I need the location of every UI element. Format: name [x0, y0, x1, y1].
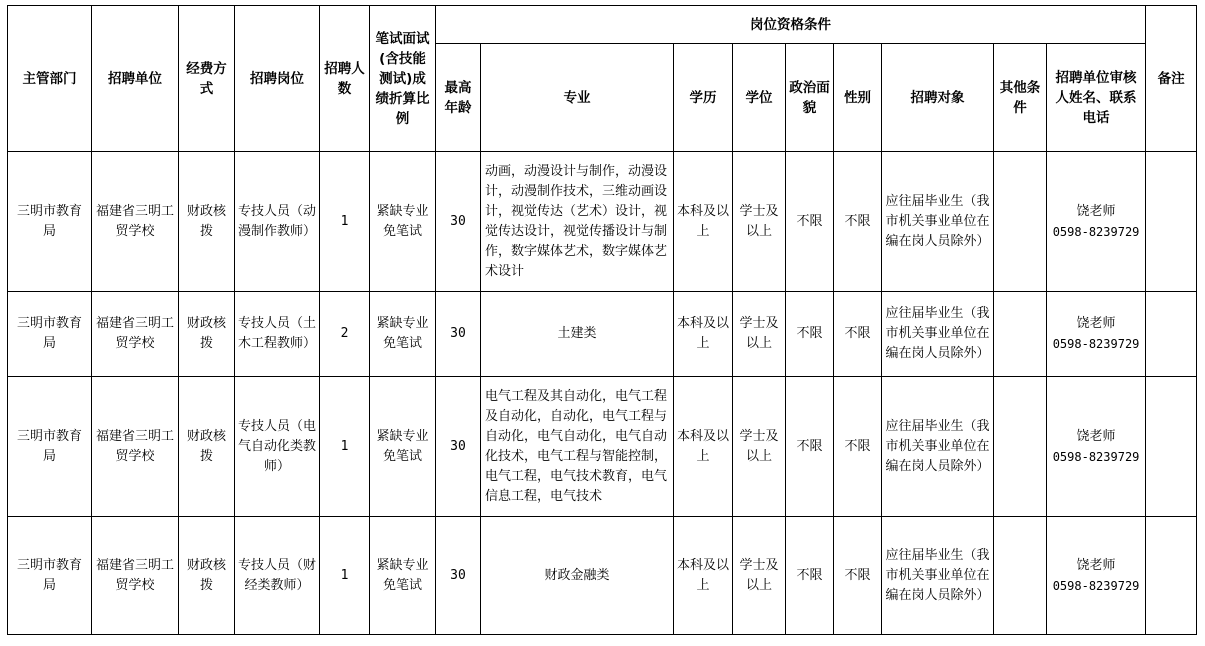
cell-max-age: 30	[436, 152, 481, 292]
header-target: 招聘对象	[882, 44, 994, 152]
cell-funding: 财政核拨	[179, 292, 235, 377]
cell-exam-ratio: 紧缺专业免笔试	[370, 377, 436, 517]
cell-education: 本科及以上	[674, 517, 733, 635]
cell-remark	[1146, 152, 1197, 292]
header-degree: 学位	[733, 44, 786, 152]
header-reviewer: 招聘单位审核人姓名、联系电话	[1047, 44, 1146, 152]
reviewer-name: 饶老师	[1076, 428, 1116, 444]
cell-political: 不限	[786, 292, 834, 377]
cell-post: 专技人员（土木工程教师）	[235, 292, 320, 377]
cell-target: 应往届毕业生（我市机关事业单位在编在岗人员除外）	[882, 292, 994, 377]
header-funding: 经费方式	[179, 6, 235, 152]
cell-dept: 三明市教育局	[8, 152, 92, 292]
cell-target: 应往届毕业生（我市机关事业单位在编在岗人员除外）	[882, 517, 994, 635]
cell-other	[994, 377, 1047, 517]
table-row	[8, 377, 1197, 517]
cell-max-age: 30	[436, 292, 481, 377]
header-dept: 主管部门	[8, 6, 92, 152]
cell-major: 电气工程及其自动化，电气工程及自动化，自动化，电气工程与自动化，电气自动化，电气自动化技术，电气工程与智能控制，电气工程，电气技术教育，电气信息工程，电气技术	[481, 377, 674, 517]
cell-education: 本科及以上	[674, 292, 733, 377]
cell-max-age: 30	[436, 517, 481, 635]
cell-gender: 不限	[834, 152, 882, 292]
cell-major: 土建类	[481, 292, 674, 377]
cell-degree: 学士及以上	[733, 292, 786, 377]
cell-other	[994, 152, 1047, 292]
reviewer-name: 饶老师	[1076, 203, 1116, 219]
cell-exam-ratio: 紧缺专业免笔试	[370, 292, 436, 377]
cell-political: 不限	[786, 152, 834, 292]
header-count: 招聘人数	[320, 6, 370, 152]
cell-remark	[1146, 292, 1197, 377]
table-row	[8, 152, 1197, 292]
cell-reviewer	[1047, 517, 1146, 635]
reviewer-phone: 0598-8239729	[1052, 337, 1140, 351]
cell-gender: 不限	[834, 292, 882, 377]
cell-other	[994, 292, 1047, 377]
header-remark: 备注	[1146, 6, 1197, 152]
cell-reviewer	[1047, 152, 1146, 292]
header-gender: 性别	[834, 44, 882, 152]
cell-unit: 福建省三明工贸学校	[92, 517, 179, 635]
cell-degree: 学士及以上	[733, 152, 786, 292]
cell-major: 财政金融类	[481, 517, 674, 635]
cell-unit: 福建省三明工贸学校	[92, 152, 179, 292]
cell-post: 专技人员（电气自动化类教师）	[235, 377, 320, 517]
cell-unit: 福建省三明工贸学校	[92, 292, 179, 377]
cell-gender: 不限	[834, 517, 882, 635]
header-qualifications: 岗位资格条件	[436, 6, 1146, 44]
cell-exam-ratio: 紧缺专业免笔试	[370, 152, 436, 292]
cell-other	[994, 517, 1047, 635]
cell-reviewer	[1047, 377, 1146, 517]
cell-dept: 三明市教育局	[8, 292, 92, 377]
reviewer-phone: 0598-8239729	[1052, 449, 1140, 464]
cell-degree: 学士及以上	[733, 377, 786, 517]
table-row	[8, 517, 1197, 635]
table-row	[8, 292, 1197, 377]
header-other: 其他条件	[994, 44, 1047, 152]
header-unit: 招聘单位	[92, 6, 179, 152]
cell-count: 1	[320, 377, 370, 517]
cell-post: 专技人员（动漫制作教师）	[235, 152, 320, 292]
cell-education: 本科及以上	[674, 377, 733, 517]
cell-reviewer	[1047, 292, 1146, 377]
header-major: 专业	[481, 44, 674, 152]
cell-post: 专技人员（财经类教师）	[235, 517, 320, 635]
cell-count: 1	[320, 517, 370, 635]
cell-political: 不限	[786, 377, 834, 517]
cell-dept: 三明市教育局	[8, 517, 92, 635]
header-max-age: 最高年龄	[436, 44, 481, 152]
cell-target: 应往届毕业生（我市机关事业单位在编在岗人员除外）	[882, 152, 994, 292]
cell-max-age: 30	[436, 377, 481, 517]
header-education: 学历	[674, 44, 733, 152]
cell-count: 2	[320, 292, 370, 377]
cell-unit: 福建省三明工贸学校	[92, 377, 179, 517]
cell-major: 动画，动漫设计与制作，动漫设计，动漫制作技术，三维动画设计，视觉传达（艺术）设计，视觉传达设计，视觉传播设计与制作，数字媒体艺术，数字媒体艺术设计	[481, 152, 674, 292]
cell-dept: 三明市教育局	[8, 377, 92, 517]
header-political: 政治面貌	[786, 44, 834, 152]
cell-remark	[1146, 377, 1197, 517]
cell-political: 不限	[786, 517, 834, 635]
reviewer-name: 饶老师	[1076, 316, 1116, 331]
cell-remark	[1146, 517, 1197, 635]
cell-degree: 学士及以上	[733, 517, 786, 635]
cell-funding: 财政核拨	[179, 377, 235, 517]
reviewer-name: 饶老师	[1076, 557, 1116, 573]
cell-education: 本科及以上	[674, 152, 733, 292]
header-post: 招聘岗位	[235, 6, 320, 152]
recruitment-table	[7, 5, 1197, 635]
reviewer-phone: 0598-8239729	[1052, 224, 1140, 239]
cell-funding: 财政核拨	[179, 517, 235, 635]
cell-count: 1	[320, 152, 370, 292]
cell-exam-ratio: 紧缺专业免笔试	[370, 517, 436, 635]
header-row-top	[8, 6, 1197, 44]
reviewer-phone: 0598-8239729	[1052, 578, 1140, 593]
header-exam-ratio: 笔试面试(含技能测试)成绩折算比例	[370, 6, 436, 152]
cell-funding: 财政核拨	[179, 152, 235, 292]
cell-gender: 不限	[834, 377, 882, 517]
cell-target: 应往届毕业生（我市机关事业单位在编在岗人员除外）	[882, 377, 994, 517]
